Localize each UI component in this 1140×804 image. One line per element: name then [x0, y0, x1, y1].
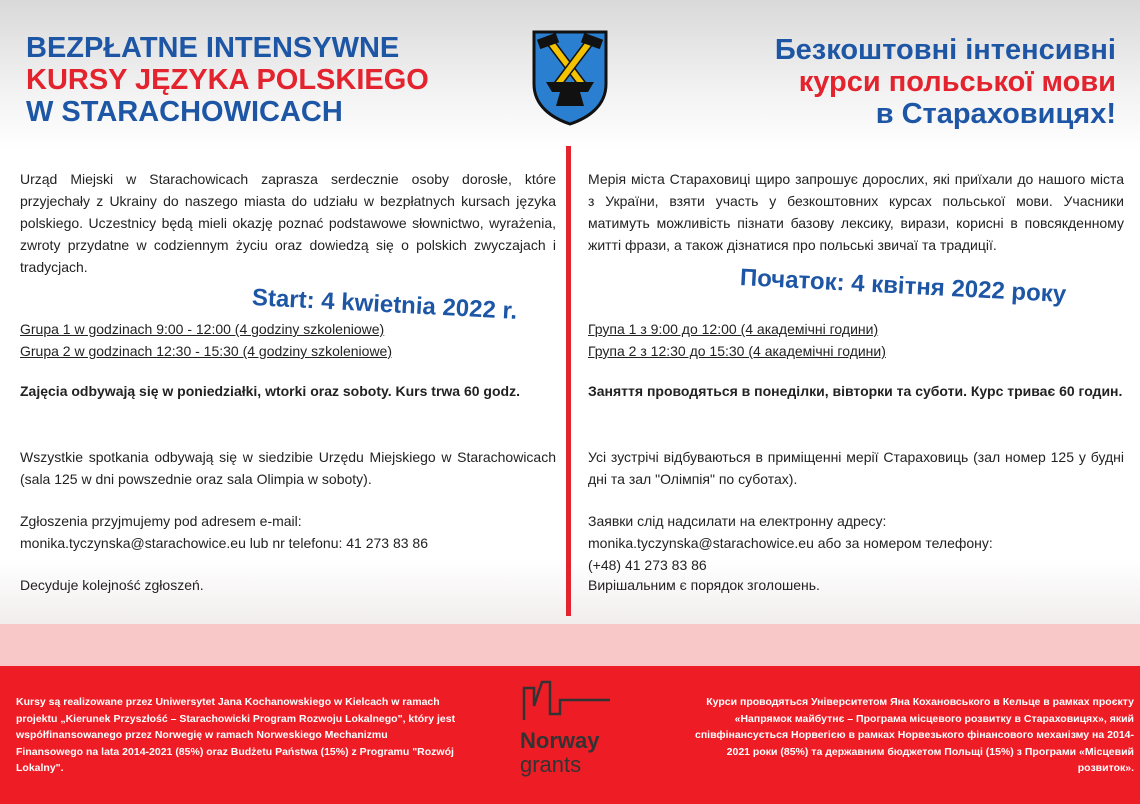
grants-logo-word: grants [520, 752, 582, 777]
title-ua-line3: в Стараховицях! [875, 98, 1116, 130]
norway-grants-mark-icon [520, 678, 612, 722]
title-polish [26, 32, 429, 128]
ua-start-date: Початок: 4 квітня 2022 року [739, 264, 1067, 309]
center-divider [566, 146, 571, 616]
pl-schedule: Zajęcia odbywają się w poniedziałki, wtorki oraz soboty. Kurs trwa 60 godz. [20, 383, 520, 399]
norway-grants-logo [520, 678, 630, 777]
title-pl-line1: BEZPŁATNE INTENSYWNE [26, 32, 400, 64]
pl-start-date: Start: 4 kwietnia 2022 r. [251, 284, 518, 325]
ua-group-2: Група 2 з 12:30 до 15:30 (4 академічні години) [588, 343, 886, 359]
footer-pl-text: Kursy są realizowane przez Uniwersytet Jana Kochanowskiego w Kielcach w ramach projektu „Kierunek Przyszłość – Starachowicki Program Rozwoju Lokalnego", który jest współfinansowanego przez Norwegię w ramach Norweskiego Mechanizmu Finansowego na lata 2014-2021 (85%) oraz Budżetu Państwa (15%) z Programu "Rozwój Lokalny". [16, 696, 456, 774]
ua-schedule: Заняття проводяться в понеділки, вівторки та суботи. Курс триває 60 годин. [588, 383, 1123, 399]
footer-ua-text: Курси проводяться Університетом Яна Кохановського в Кельце в рамках проєкту «Напрямок майбутнє – Програма місцевого розвитку в Стараховицях», який співфінансується Норвегією в рамках Норвезького фінансового механізму на 2014-2021 роки (85%) та державним бюджетом Польщі (15%) з Програми «Місцевий розвиток». [694, 696, 1134, 774]
pl-groups [20, 318, 556, 362]
pl-contact-line2: monika.tyczynska@starachowice.eu lub nr telefonu: 41 273 83 86 [20, 535, 429, 551]
ua-contact-line3: (+48) 41 273 83 86 [588, 557, 707, 573]
pl-group-1: Grupa 1 w godzinach 9:00 - 12:00 (4 godziny szkoleniowe) [20, 321, 385, 337]
pl-contact-line1: Zgłoszenia przyjmujemy pod adresem e-mail: [20, 513, 302, 529]
pl-group-2: Grupa 2 w godzinach 12:30 - 15:30 (4 godziny szkoleniowe) [20, 343, 392, 359]
title-pl-line2: KURSY JĘZYKA POLSKIEGO [26, 64, 429, 96]
ua-intro: Мерія міста Стараховиці щиро запрошує дорослих, які приїхали до нашого міста з України, взяти участь у безкоштовних курсах польської мови. Учасники матимуть можливість пізнати базову лексику, вирази, корисні в повсякденному житті фрази, а також дізнатися про польські звичаї та традиції. [588, 171, 1124, 253]
title-pl-line3: W STARACHOWICACH [26, 96, 343, 128]
norway-logo-word: Norway [520, 728, 600, 753]
ua-group-1: Група 1 з 9:00 до 12:00 (4 академічні години) [588, 321, 879, 337]
pl-venue: Wszystkie spotkania odbywają się w siedzibie Urzędu Miejskiego w Starachowicach (sala 125 w dni powszednie oraz sala Olimpia w soboty). [20, 449, 556, 487]
pl-intro: Urząd Miejski w Starachowicach zaprasza serdecznie osoby dorosłe, które przyjechały z Ukrainy do naszego miasta do udziału w bezpłatnych kursach języka polskiego. Uczestnicy będą mieli okazję poznać podstawowe słownictwo, wyrażenia, zwroty przydatne w codziennym życiu oraz dowiedzą się o polskich zwyczajach i tradycjach. [20, 171, 556, 275]
ua-venue: Усі зустрічі відбуваються в приміщенні мерії Стараховиць (зал номер 125 у будні дні та зал "Олімпія" по суботах). [588, 449, 1124, 487]
title-ua-line1: Безкоштовні інтенсивні [774, 34, 1116, 66]
ua-order: Вирішальним є порядок зголошень. [588, 577, 820, 593]
pl-contact [20, 510, 556, 554]
title-ua-line2: курси польської мови [798, 66, 1116, 98]
pl-order: Decyduje kolejność zgłoszeń. [20, 577, 204, 593]
ua-contact-line2: monika.tyczynska@starachowice.eu або за номером телефону: [588, 535, 993, 551]
ua-contact [588, 510, 1124, 576]
coat-of-arms-icon [530, 28, 610, 126]
ua-contact-line1: Заявки слід надсилати на електронну адресу: [588, 513, 887, 529]
pink-band [0, 624, 1140, 666]
title-ukrainian [775, 34, 1116, 130]
ua-groups [588, 318, 1124, 362]
